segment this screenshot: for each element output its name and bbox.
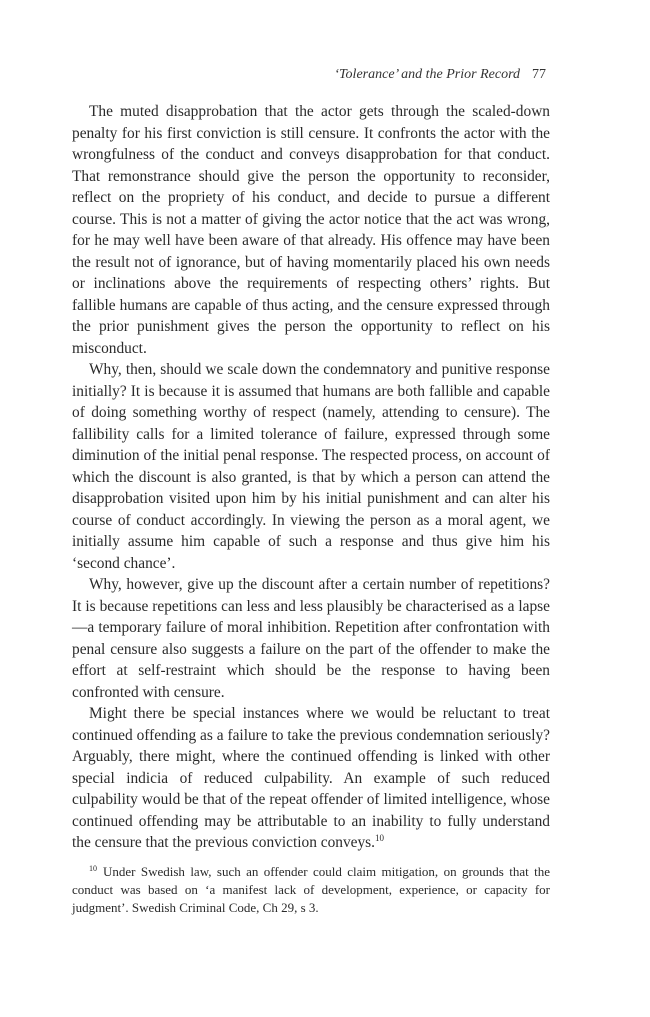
paragraph — [72, 574, 550, 703]
paragraph — [72, 703, 550, 854]
paragraph-text: Might there be special instances where we would be reluctant to treat continued offending as a failure to take the previous condemnation seriously? Arguably, there might, where the continued offending is linked with other special indicia of reduced culpability. An example of such reduced culpability would be that of the repeat offender of limited intelligence, whose continued offending may be attributable to an inability to fully understand the censure that the previous conviction conveys. — [72, 705, 550, 851]
paragraph — [72, 359, 550, 574]
main-text — [72, 101, 550, 854]
paragraph-text: Why, however, give up the discount after a certain number of repetitions? It is because repetitions can less and less plausibly be characterised as a lapse—a temporary failure of moral inhibition. Repetition after confrontation with penal censure also suggests a failure on the part of the offender to make the effort at self-restraint which should be the response to having been confronted with censure. — [72, 576, 550, 701]
page-number: 77 — [532, 67, 546, 82]
footnote-reference[interactable]: 10 — [375, 832, 385, 843]
paragraph — [72, 101, 550, 359]
footnote-text: Under Swedish law, such an offender could claim mitigation, on grounds that the conduct was based on ‘a manifest lack of development, experience, or capacity for judgment’. Swedish Criminal Code, Ch 29, s 3. — [72, 864, 550, 915]
footnotes — [72, 863, 550, 916]
footnote-number: 10 — [89, 863, 97, 873]
paragraph-text: The muted disapprobation that the actor gets through the scaled-down penalty for his first conviction is still censure. It confronts the actor with the wrongfulness of the conduct and conveys disapprobation for that conduct. That remonstrance should give the person the opportunity to reconsider, reflect on the propriety of his conduct, and decide to pursue a different course. This is not a matter of giving the actor notice that the act was wrong, for he may well have been aware of that already. His offence may have been the result not of ignorance, but of having momentarily placed his own needs or inclinations above the requirements of respecting others’ rights. But fallible humans are capable of thus acting, and the censure expressed through the prior punishment gives the person the opportunity to reflect on his misconduct. — [72, 103, 550, 357]
running-head — [72, 66, 546, 84]
footnote — [72, 863, 550, 916]
running-title: ‘Tolerance’ and the Prior Record — [334, 67, 520, 82]
paragraph-text: Why, then, should we scale down the condemnatory and punitive response initially? It is because it is assumed that humans are both fallible and capable of doing something worthy of respect (namely, attending to censure). The fallibility calls for a limited tolerance of failure, expressed through some diminution of the initial penal response. The respected process, on account of which the discount is also granted, is that by which a person can attend the disapprobation visited upon him by his initial punishment and can alter his course of conduct accordingly. In viewing the person as a moral agent, we initially assume him capable of such a response and thus give him his ‘second chance’. — [72, 361, 550, 572]
